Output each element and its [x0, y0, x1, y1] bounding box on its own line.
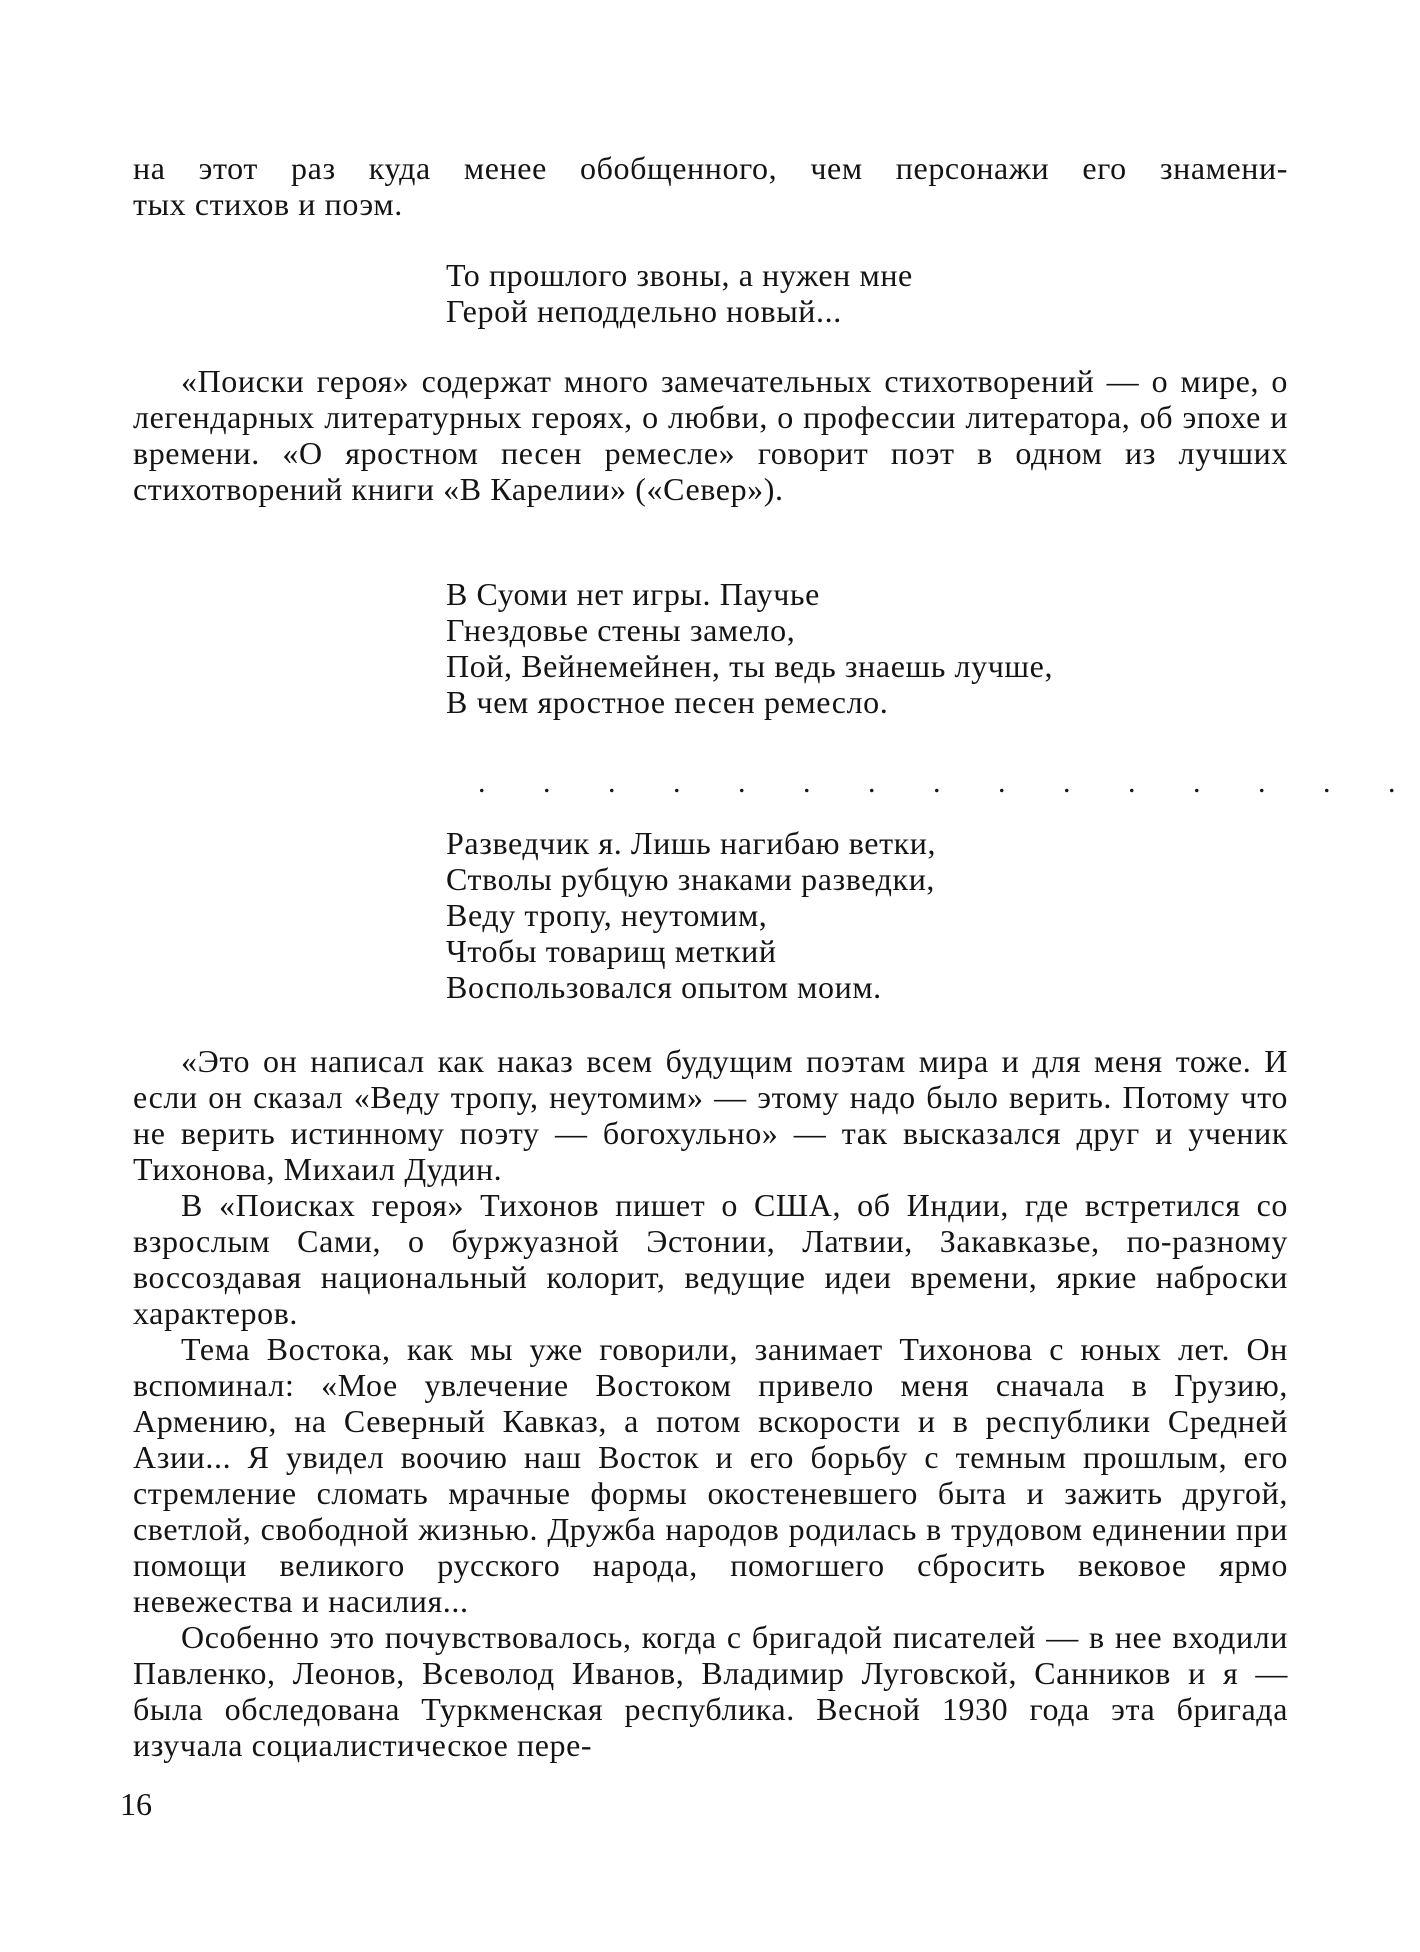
verse-line: Веду тропу, неутомим, [446, 897, 768, 933]
paragraph-5: Особенно это почувствовалось, когда с бригадой писателей — в нее входили Павленко, Леонов, Всеволод Иванов, Владимир Луговской, Санников и я — была обследована Туркменская республика. Весной 1930 года эта бригада изучала социалистическое пере- [133, 1619, 1288, 1763]
paragraph-1 [133, 363, 1288, 507]
verse-stanza-3 [446, 825, 936, 1005]
verse-line: Воспользовался опытом моим. [446, 969, 882, 1005]
intro-line: на этот раз куда менее обобщенного, чем персонажи его знамени- [133, 150, 1288, 186]
intro-line: тых стихов и поэм. [133, 186, 403, 222]
verse-line: В Суоми нет игры. Паучье [446, 576, 820, 612]
verse-line: Пой, Вейнемейнен, ты ведь знаешь лучше, [446, 648, 1054, 684]
paragraph-3: В «Поисках героя» Тихонов пишет о США, об Индии, где встретился со взрослым Сами, о буржуазной Эстонии, Латвии, Закавказье, по-разному воссоздавая национальный колорит, ведущие идеи времени, яркие наброски характеров. [133, 1187, 1288, 1331]
paragraph-4: Тема Востока, как мы уже говорили, занимает Тихонова с юных лет. Он вспоминал: «Мое увлечение Востоком привело меня сначала в Грузию, Армению, на Северный Кавказ, а потом вскорости и в республики Средней Азии... Я увидел воочию наш Восток и его борьбу с темным прошлым, его стремление сломать мрачные формы окостеневшего быта и зажить другой, светлой, свободной жизнью. Дружба народов родилась в трудовом единении при помощи великого русского народа, помогшего сбросить вековое ярмо невежества и насилия... [133, 1331, 1288, 1619]
verse-line: Гнездовье стены замело, [446, 612, 796, 648]
body-text [133, 1043, 1288, 1763]
verse-stanza-1 [446, 257, 913, 329]
paragraph-text: «Поиски героя» содержат много замечательных стихотворений — о мире, о легендарных литературных героях, о любви, о профессии литератора, об эпохе и времени. «О яростном песен ремесле» говорит поэт в одном из лучших стихотворений книги «В Карелии» («Север»). [133, 363, 1288, 507]
verse-line: Герой неподдельно новый... [446, 293, 842, 329]
verse-line: В чем яростное песен ремесло. [446, 684, 889, 720]
paragraph-2: «Это он написал как наказ всем будущим поэтам мира и для меня тоже. И если он сказал «Веду тропу, неутомим» — этому надо было верить. Потому что не верить истинному поэту — богохульно» — так высказался друг и ученик Тихонова, Михаил Дудин. [133, 1043, 1288, 1187]
verse-line: Разведчик я. Лишь нагибаю ветки, [446, 825, 937, 861]
verse-line: То прошлого звоны, а нужен мне [446, 257, 913, 293]
omission-dots: . . . . . . . . . . . . . . . [478, 766, 1420, 799]
verse-stanza-2 [446, 576, 1053, 720]
intro-text [133, 150, 1288, 222]
page-number: 16 [120, 1786, 152, 1822]
verse-line: Стволы рубцую знаками разведки, [446, 861, 936, 897]
verse-line: Чтобы товарищ меткий [446, 933, 777, 969]
